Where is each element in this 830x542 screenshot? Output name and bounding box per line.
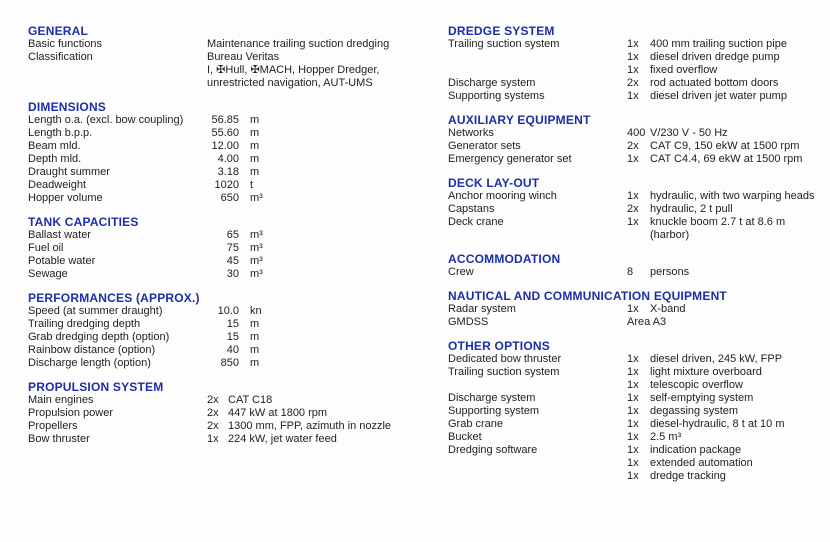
spec-unit: m (250, 357, 260, 369)
spec-row (28, 114, 420, 127)
spec-desc: indication package (650, 444, 742, 456)
spec-desc: Bureau Veritas (207, 51, 280, 63)
spec-label: Fuel oil (28, 242, 64, 254)
spec-label: Discharge system (448, 77, 536, 89)
spec-qty: 1x (627, 51, 639, 63)
spec-qty: 1x (207, 433, 219, 445)
spec-unit: m (250, 153, 260, 165)
spec-value: 15 (226, 331, 239, 343)
spec-label: Deadweight (28, 179, 87, 191)
spec-row (448, 190, 822, 203)
spec-row (28, 268, 420, 281)
spec-label: Bow thruster (28, 433, 90, 445)
section-general (28, 25, 420, 90)
section-dredge-system (448, 25, 822, 103)
spec-label: Sewage (28, 268, 68, 280)
spec-qty: 1x (627, 38, 639, 50)
spec-row (28, 140, 420, 153)
section-title: DECK LAY-OUT (448, 176, 540, 190)
section-deck-lay-out (448, 177, 822, 242)
spec-value: 4.00 (217, 153, 239, 165)
spec-qty: 1x (627, 444, 639, 456)
spec-value: 40 (226, 344, 239, 356)
spec-qty (627, 229, 650, 242)
section-dimensions (28, 101, 420, 205)
spec-row (448, 444, 822, 457)
spec-row (448, 51, 822, 64)
spec-row (448, 216, 822, 229)
spec-row (28, 179, 420, 192)
spec-unit: m³ (250, 242, 263, 254)
spec-unit: m³ (250, 255, 263, 267)
spec-desc: fixed overflow (650, 64, 718, 76)
spec-unit: m³ (250, 268, 263, 280)
section-title: PROPULSION SYSTEM (28, 380, 164, 394)
spec-qty: 8 (627, 266, 634, 278)
spec-row (448, 203, 822, 216)
spec-label: Generator sets (448, 140, 521, 152)
spec-row (448, 140, 822, 153)
spec-row (448, 418, 822, 431)
spec-row (28, 153, 420, 166)
section-title: NAUTICAL AND COMMUNICATION EQUIPMENT (448, 289, 727, 303)
spec-label: Trailing dredging depth (28, 318, 141, 330)
spec-qty: 2x (207, 394, 219, 406)
spec-row (448, 38, 822, 51)
spec-label: Crew (448, 266, 474, 278)
section-title: PERFORMANCES (APPROX.) (28, 291, 200, 305)
spec-label: Classification (28, 51, 93, 63)
spec-value: 650 (220, 192, 239, 204)
spec-row (28, 433, 420, 446)
spec-label: Radar system (448, 303, 516, 315)
section-propulsion-system (28, 381, 420, 446)
spec-row (448, 266, 822, 279)
spec-label (448, 229, 627, 242)
spec-row (28, 394, 420, 407)
spec-desc: diesel driven dredge pump (650, 51, 780, 63)
spec-label: Potable water (28, 255, 96, 267)
spec-qty: 2x (207, 407, 219, 419)
spec-value: 45 (226, 255, 239, 267)
spec-desc: degassing system (650, 405, 739, 417)
spec-unit: m³ (250, 192, 263, 204)
spec-label (28, 77, 207, 90)
spec-row (28, 64, 420, 77)
spec-desc: X-band (650, 303, 686, 315)
spec-qty: 400 (627, 127, 646, 139)
spec-label (448, 457, 627, 470)
spec-desc: 447 kW at 1800 rpm (228, 407, 328, 419)
spec-desc: (harbor) (650, 229, 690, 241)
spec-qty: 1x (627, 153, 639, 165)
spec-qty: 1x (627, 470, 639, 482)
spec-qty: 1x (627, 392, 639, 404)
spec-label: Grab dredging depth (option) (28, 331, 170, 343)
spec-row (28, 229, 420, 242)
spec-desc: extended automation (650, 457, 753, 469)
spec-row (28, 305, 420, 318)
spec-desc: hydraulic, 2 t pull (650, 203, 733, 215)
spec-row (448, 457, 822, 470)
spec-qty: 1x (627, 366, 639, 378)
spec-desc: light mixture overboard (650, 366, 762, 378)
spec-label: Emergency generator set (448, 153, 572, 165)
spec-label: Main engines (28, 394, 94, 406)
spec-label (448, 470, 627, 483)
spec-label: Deck crane (448, 216, 504, 228)
spec-row (448, 64, 822, 77)
spec-row (28, 192, 420, 205)
spec-label: Dredging software (448, 444, 538, 456)
spec-row (28, 357, 420, 370)
spec-qty: 1x (627, 90, 639, 102)
spec-desc: hydraulic, with two warping heads (650, 190, 815, 202)
spec-label: Speed (at summer draught) (28, 305, 163, 317)
spec-qty: 1x (627, 303, 639, 315)
spec-value: 56.85 (211, 114, 239, 126)
spec-desc: CAT C4.4, 69 ekW at 1500 rpm (650, 153, 803, 165)
spec-label: Depth mld. (28, 153, 82, 165)
spec-row (448, 470, 822, 483)
section-accommodation (448, 253, 822, 279)
spec-desc: 1300 mm, FPP, azimuth in nozzle (228, 420, 392, 432)
spec-desc: diesel driven, 245 kW, FPP (650, 353, 783, 365)
spec-row (28, 331, 420, 344)
section-auxiliary-equipment (448, 114, 822, 166)
spec-value: 10.0 (217, 305, 239, 317)
spec-desc: knuckle boom 2.7 t at 8.6 m (650, 216, 786, 228)
spec-unit: m³ (250, 229, 263, 241)
spec-unit: kn (250, 305, 262, 317)
spec-label: Hopper volume (28, 192, 103, 204)
spec-row (448, 405, 822, 418)
spec-label: Trailing suction system (448, 366, 560, 378)
section-title: OTHER OPTIONS (448, 339, 550, 353)
spec-qty: 1x (627, 216, 639, 228)
spec-desc: persons (650, 266, 690, 278)
spec-desc: self-emptying system (650, 392, 754, 404)
spec-row (28, 127, 420, 140)
spec-row (448, 153, 822, 166)
spec-desc: CAT C9, 150 ekW at 1500 rpm (650, 140, 800, 152)
section-title: ACCOMMODATION (448, 252, 561, 266)
spec-label (448, 379, 627, 392)
spec-row (448, 127, 822, 140)
spec-qty: 2x (627, 140, 639, 152)
section-title: DREDGE SYSTEM (448, 24, 555, 38)
spec-row (448, 77, 822, 90)
spec-label: Discharge length (option) (28, 357, 151, 369)
spec-row (28, 255, 420, 268)
spec-row (28, 166, 420, 179)
spec-qty: Area A3 (627, 316, 667, 328)
spec-unit: t (250, 179, 254, 191)
spec-value: 3.18 (217, 166, 239, 178)
spec-desc: diesel driven jet water pump (650, 90, 787, 102)
spec-label: Basic functions (28, 38, 102, 50)
spec-label: Beam mld. (28, 140, 81, 152)
spec-desc: dredge tracking (650, 470, 726, 482)
section-title: DIMENSIONS (28, 100, 107, 114)
spec-row (448, 431, 822, 444)
spec-desc: 2.5 m³ (650, 431, 682, 443)
spec-unit: m (250, 127, 260, 139)
spec-qty: 2x (627, 77, 639, 89)
spec-row (448, 366, 822, 379)
spec-label: Draught summer (28, 166, 110, 178)
right-column (448, 25, 822, 483)
spec-label: Discharge system (448, 392, 536, 404)
spec-row (448, 353, 822, 366)
spec-row (448, 392, 822, 405)
spec-row (28, 344, 420, 357)
spec-label: Ballast water (28, 229, 91, 241)
spec-label: Trailing suction system (448, 38, 560, 50)
spec-qty: 1x (627, 405, 639, 417)
spec-label: Supporting system (448, 405, 540, 417)
section-title: TANK CAPACITIES (28, 215, 139, 229)
spec-row (28, 420, 420, 433)
spec-desc: telescopic overflow (650, 379, 743, 391)
spec-unit: m (250, 344, 260, 356)
spec-value: 1020 (214, 179, 239, 191)
spec-qty: 1x (627, 64, 639, 76)
spec-label: Propulsion power (28, 407, 113, 419)
spec-label: Anchor mooring winch (448, 190, 557, 202)
section-other-options (448, 340, 822, 483)
spec-value: 65 (226, 229, 239, 241)
spec-qty: 1x (627, 431, 639, 443)
spec-label: Length b.p.p. (28, 127, 93, 139)
spec-qty: 1x (627, 190, 639, 202)
section-title: AUXILIARY EQUIPMENT (448, 113, 591, 127)
spec-qty: 1x (627, 418, 639, 430)
section-nautical-communication-equipment (448, 290, 822, 329)
spec-unit: m (250, 166, 260, 178)
spec-label: Capstans (448, 203, 495, 215)
spec-desc: I, ✠Hull, ✠MACH, Hopper Dredger, (207, 64, 380, 76)
spec-label: Grab crane (448, 418, 504, 430)
spec-label (28, 64, 207, 77)
spec-label: Length o.a. (excl. bow coupling) (28, 114, 184, 126)
left-column (28, 25, 420, 446)
spec-row (448, 229, 822, 242)
spec-unit: m (250, 331, 260, 343)
spec-label (448, 51, 627, 64)
spec-label: Supporting systems (448, 90, 545, 102)
spec-row (448, 379, 822, 392)
spec-unit: m (250, 114, 260, 126)
spec-label: Dedicated bow thruster (448, 353, 562, 365)
spec-desc: V/230 V - 50 Hz (650, 127, 728, 139)
spec-label: Networks (448, 127, 494, 139)
spec-unit: m (250, 140, 260, 152)
spec-row (448, 90, 822, 103)
spec-desc: diesel-hydraulic, 8 t at 10 m (650, 418, 785, 430)
section-performances (28, 292, 420, 370)
spec-desc (666, 316, 822, 329)
spec-row (448, 303, 822, 316)
spec-row (28, 242, 420, 255)
spec-desc: 400 mm trailing suction pipe (650, 38, 787, 50)
spec-label: GMDSS (448, 316, 489, 328)
spec-label: Bucket (448, 431, 482, 443)
spec-qty: 1x (627, 379, 639, 391)
spec-label (448, 64, 627, 77)
spec-value: 30 (226, 268, 239, 280)
spec-value: 75 (226, 242, 239, 254)
spec-row (28, 407, 420, 420)
spec-value: 850 (220, 357, 239, 369)
spec-desc: rod actuated bottom doors (650, 77, 779, 89)
section-title: GENERAL (28, 24, 89, 38)
spec-row (448, 316, 822, 329)
spec-label: Rainbow distance (option) (28, 344, 156, 356)
spec-qty: 2x (627, 203, 639, 215)
spec-qty: 1x (627, 353, 639, 365)
section-tank-capacities (28, 216, 420, 281)
spec-desc: CAT C18 (228, 394, 273, 406)
spec-value: 55.60 (211, 127, 239, 139)
spec-desc: 224 kW, jet water feed (228, 433, 337, 445)
spec-unit: m (250, 318, 260, 330)
spec-value: 15 (226, 318, 239, 330)
spec-row (28, 38, 420, 51)
spec-desc: Maintenance trailing suction dredging (207, 38, 390, 50)
spec-row (28, 318, 420, 331)
spec-row (28, 51, 420, 64)
spec-qty: 2x (207, 420, 219, 432)
spec-value: 12.00 (211, 140, 239, 152)
spec-desc: unrestricted navigation, AUT-UMS (207, 77, 373, 89)
spec-label: Propellers (28, 420, 78, 432)
spec-qty: 1x (627, 457, 639, 469)
spec-row (28, 77, 420, 90)
